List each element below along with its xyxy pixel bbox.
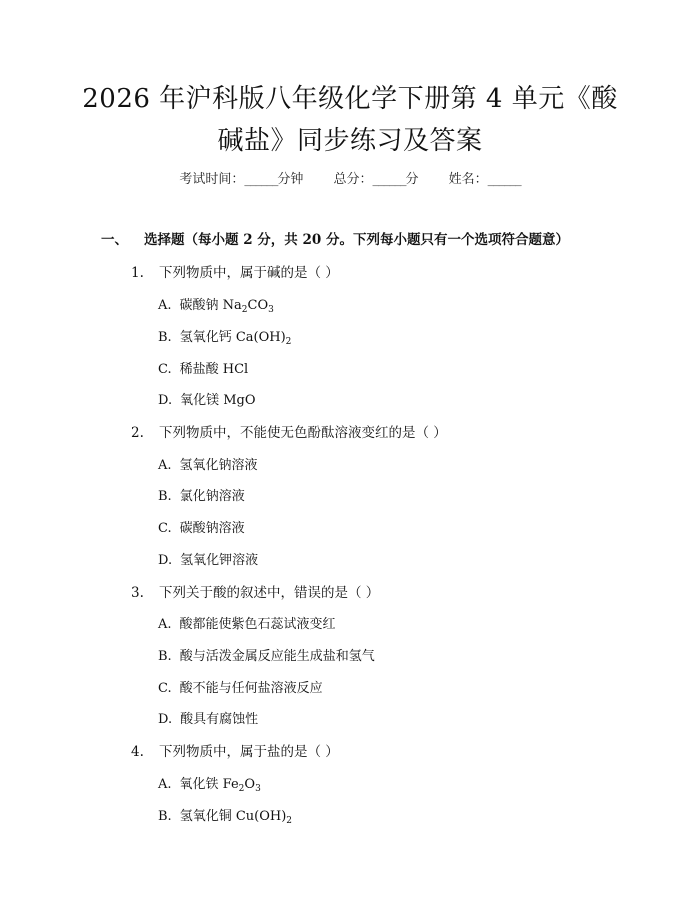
student-name-blank: ______ <box>487 172 521 187</box>
section-number: 一、 <box>101 232 128 248</box>
question-2: 2. 下列物质中，不能使无色酚酞溶液变红的是（ ） <box>131 425 447 441</box>
question-3-option-d: D. 酸具有腐蚀性 <box>158 712 259 727</box>
question-1-option-d: D. 氧化镁 MgO <box>158 393 256 408</box>
title-line-2: 碱盐》同步练习及答案 <box>217 126 483 156</box>
question-2-option-c: C. 碳酸钠溶液 <box>158 521 245 536</box>
student-name-field: 姓名：______ <box>448 172 521 187</box>
question-1: 1. 下列物质中，属于碱的是（ ） <box>131 265 339 281</box>
title-line-1: 2026 年沪科版八年级化学下册第 4 单元《酸 <box>82 84 618 114</box>
total-score-field: 总分：______分 <box>333 172 419 187</box>
question-2-option-a: A. 氢氧化钠溶液 <box>158 458 258 473</box>
question-3: 3. 下列关于酸的叙述中，错误的是（ ） <box>131 585 380 601</box>
question-3-option-c: C. 酸不能与任何盐溶液反应 <box>158 681 323 696</box>
exam-info <box>0 168 700 187</box>
question-2-option-b: B. 氯化钠溶液 <box>158 489 245 504</box>
question-4-option-a: A. 氧化铁 $Fe_2O_3$ <box>158 777 261 794</box>
question-1-option-c: C. 稀盐酸 HCl <box>158 362 249 377</box>
question-2-option-d: D. 氢氧化钾溶液 <box>158 553 259 568</box>
question-3-option-b: B. 酸与活泼金属反应能生成盐和氢气 <box>158 649 375 664</box>
question-4: 4. 下列物质中，属于盐的是（ ） <box>131 744 339 760</box>
question-1-option-b: B. 氢氧化钙 $Ca(OH)_2$ <box>158 330 292 347</box>
exam-time-field: 考试时间：______分钟 <box>179 172 304 187</box>
document-title <box>60 78 640 162</box>
total-score-blank: ______ <box>372 172 406 187</box>
question-3-option-a: A. 酸都能使紫色石蕊试液变红 <box>158 617 336 632</box>
exam-time-blank: ______ <box>244 172 278 187</box>
question-1-option-a: A. 碳酸钠 $Na_2CO_3$ <box>158 298 274 315</box>
section-title: 选择题（每小题 2 分，共 20 分。下列每小题只有一个选项符合题意） <box>144 232 569 248</box>
section-heading <box>101 228 569 248</box>
question-4-option-b: B. 氢氧化铜 $Cu(OH)_2$ <box>158 809 293 826</box>
